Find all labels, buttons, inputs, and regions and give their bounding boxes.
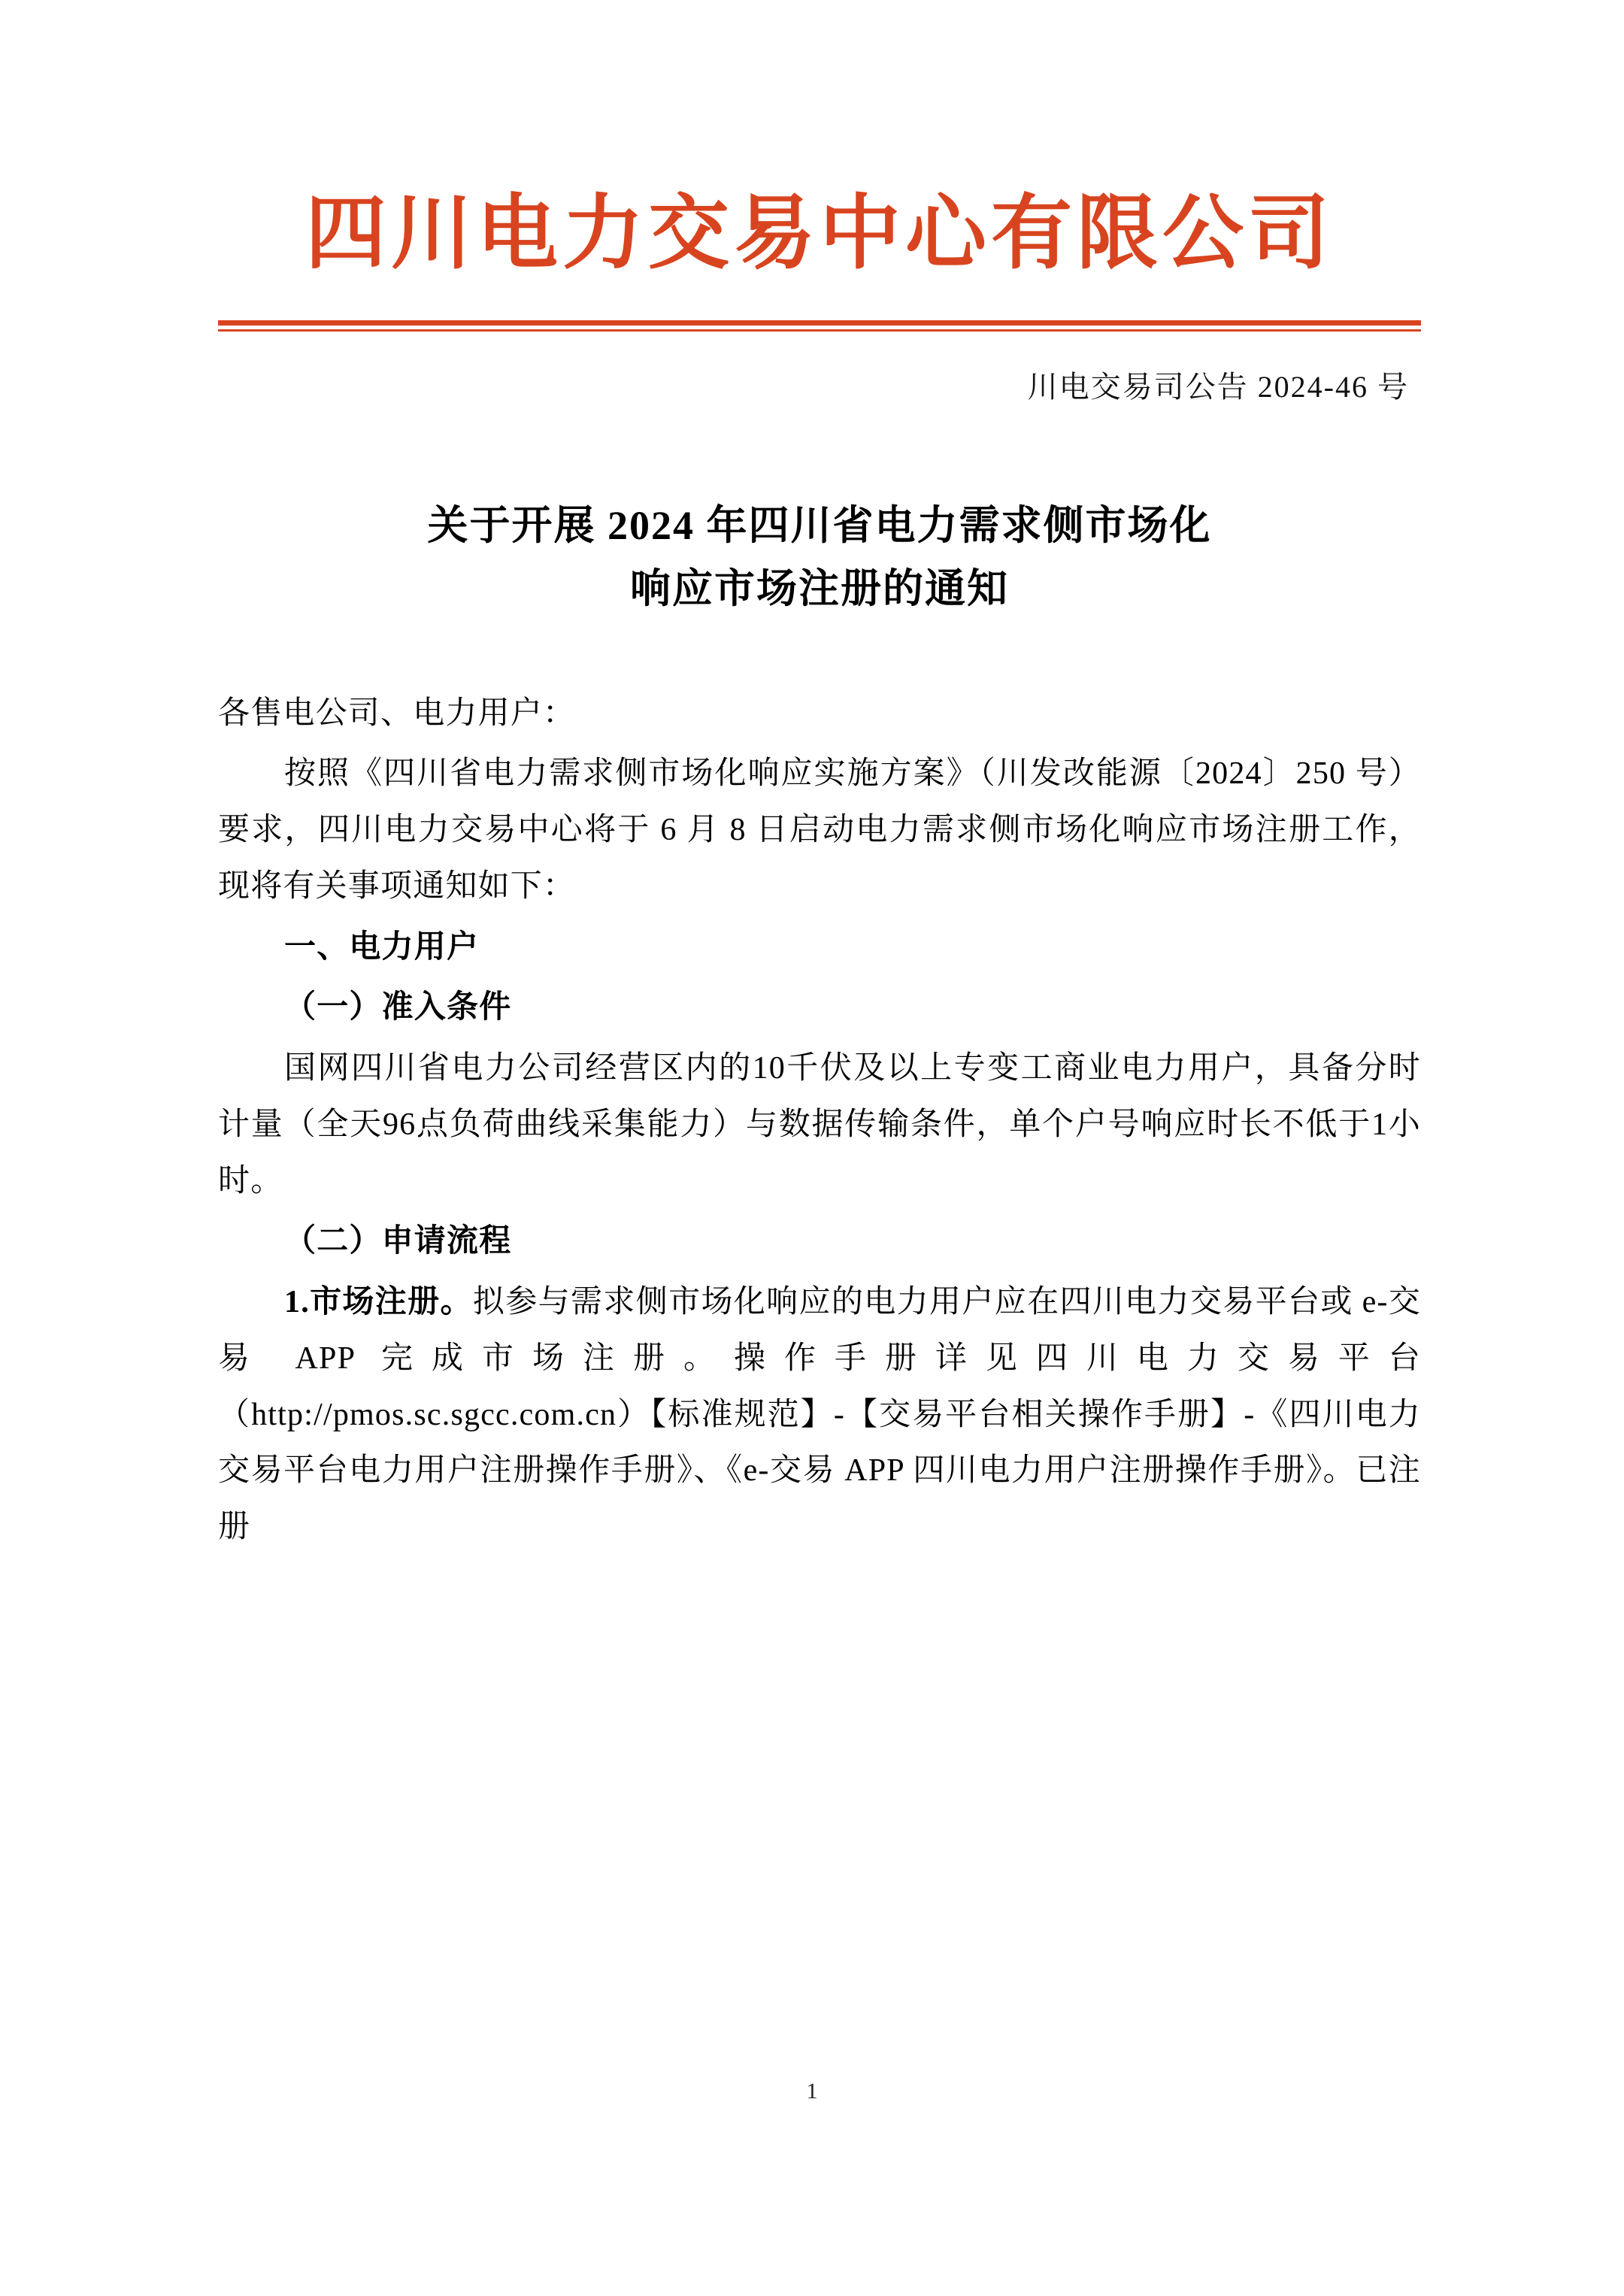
letterhead-title: 四川电力交易中心有限公司: [304, 189, 1334, 279]
paragraph-intro: 按照《四川省电力需求侧市场化响应实施方案》（川发改能源〔2024〕250 号）要求，四川电力交易中心将于 6 月 8 日启动电力需求侧市场化响应市场注册工作，现将有关事项通知如下：: [218, 756, 1421, 904]
page-title-line-2: 响应市场注册的通知: [630, 565, 1009, 611]
document-content: [218, 188, 1421, 1560]
list-item-market-registration: [218, 1274, 1421, 1555]
letterhead-rule-thick: [218, 320, 1421, 326]
document-body: [218, 686, 1421, 1555]
salutation: 各售电公司、电力用户：: [218, 695, 576, 731]
page-title: [218, 495, 1421, 620]
document-number: 川电交易司公告 2024-46 号: [1027, 370, 1409, 404]
section-1-subsection-1-body: 国网四川省电力公司经营区内的10千伏及以上专变工商业电力用户，具备分时计量（全天96点负荷曲线采集能力）与数据传输条件，单个户号响应时长不低于1小时。: [218, 1051, 1421, 1198]
page-title-line-1: 关于开展 2024 年四川省电力需求侧市场化: [427, 503, 1212, 549]
list-item-market-registration-body: 拟参与需求侧市场化响应的电力用户应在四川电力交易平台或 e-交易 APP 完成市场注册。操作手册详见四川电力交易平台（http://pmos.sc.sgcc.com.cn）【标准规范】-【交易平台相关操作手册】-《四川电力交易平台电力用户注册操作手册》、《e-交易 APP 四川电力用户注册操作手册》。已注册: [218, 1285, 1421, 1545]
section-1-subsection-1-heading: （一）准入条件: [284, 990, 512, 1025]
letterhead-rule-thin: [218, 329, 1421, 332]
page-number: 1: [806, 2079, 818, 2104]
list-item-market-registration-label: 1.市场注册。: [284, 1285, 473, 1320]
letterhead-rule: [218, 320, 1421, 332]
section-1-heading: 一、电力用户: [284, 929, 480, 965]
section-1-subsection-2-heading: （二）申请流程: [284, 1224, 512, 1259]
